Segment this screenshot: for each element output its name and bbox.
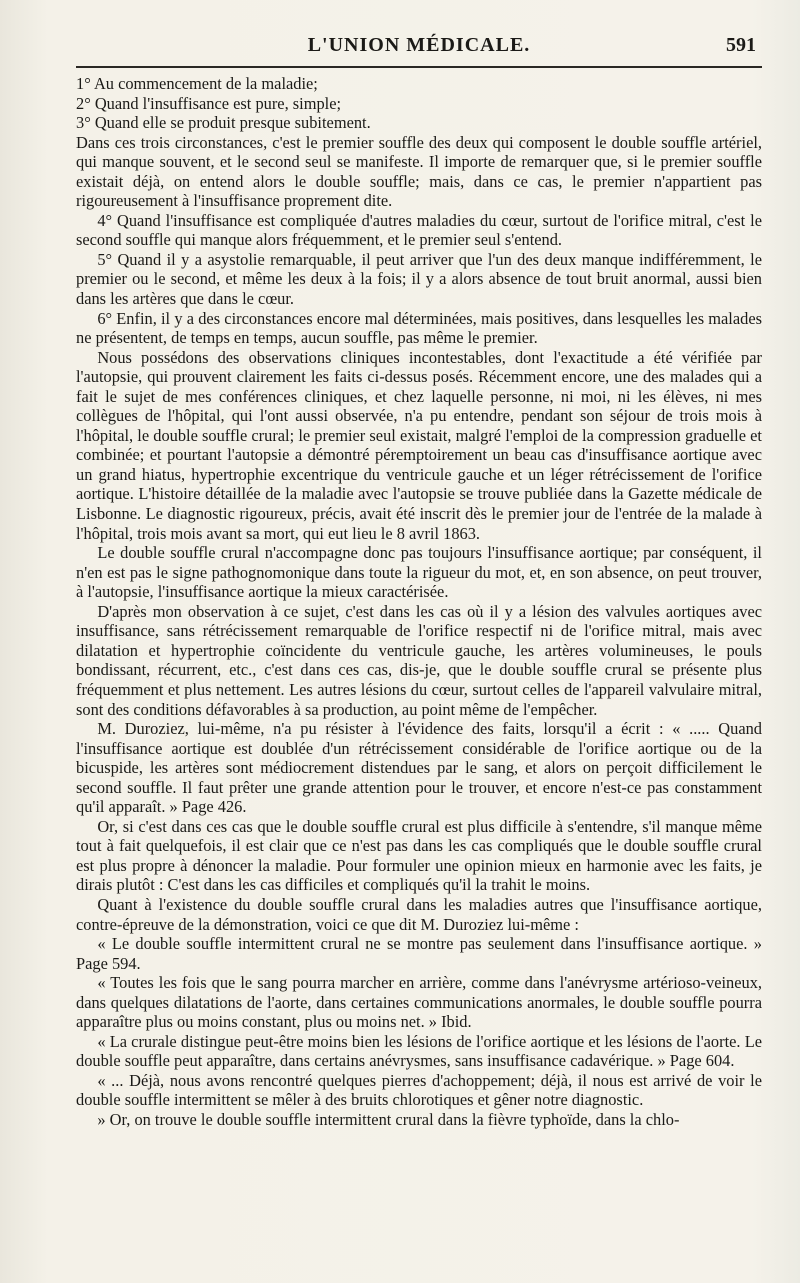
paragraph: Or, si c'est dans ces cas que le double souffle crural est plus difficile à s'entendre, s'il manque même tout à fait quelquefois, il est clair que ce n'est pas dans les cas compliqués que le double souffle crural est plus propre à dénoncer la maladie. Pour formuler une opinion mieux en harmonie avec les faits, je dirais plutôt : C'est dans les cas difficiles et compliqués qu'il la trahit le moins. xyxy=(76,816,762,895)
paragraph: « Le double souffle intermittent crural ne se montre pas seulement dans l'insuffisance aortique. » Page 594. xyxy=(76,934,762,973)
paragraph: 2° Quand l'insuffisance est pure, simple; xyxy=(76,93,342,113)
paragraph: « La crurale distingue peut-être moins bien les lésions de l'orifice aortique et les lésions de l'aorte. Le double souffle peut apparaître, dans certains anévrysmes, sans insuffisance cadavérique. » Page 604. xyxy=(76,1031,762,1071)
page-header xyxy=(76,30,762,68)
paragraph: Nous possédons des observations cliniques incontestables, dont l'exactitude a été vérifiée par l'autopsie, qui prouvent clairement les faits ci-dessus posés. Récemment encore, une des malades qui a fait le sujet de mes conférences cliniques, et chez laquelle personne, ni moi, ni les élèves, ni mes collègues de l'hôpital, qui l'ont aussi observée, n'a pu entendre, pendant son séjour de trois mois à l'hôpital, le double souffle crural; le premier seul existait, malgré l'emploi de la compression graduelle et combinée; et pourtant l'autopsie a démontré péremptoirement un beau cas d'insuffisance aortique avec un grand hiatus, hypertrophie excentrique du ventricule gauche et un léger rétrécissement de l'orifice aortique. L'histoire détaillée de la maladie avec l'autopsie se trouve publiée dans la Gazette médicale de Lisbonne. Le diagnostic rigoureux, précis, avait été inscrit dès le premier jour de l'entrée de la malade à l'hôpital, trois mois avant sa mort, qui eut lieu le 8 avril 1863. xyxy=(76,347,762,543)
paragraph: » Or, on trouve le double souffle intermittent crural dans la fièvre typhoïde, dans la chlo- xyxy=(97,1109,680,1129)
paragraph: D'après mon observation à ce sujet, c'est dans les cas où il y a lésion des valvules aortiques avec insuffisance, sans rétrécissement remarquable de l'orifice respectif ni de l'orifice mitral, mais avec dilatation et hypertrophie coïncidente du ventricule gauche, les artères volumineuses, le pouls bondissant, récurrent, etc., c'est dans ces cas, dis-je, que le double souffle crural se présente plus fréquemment et plus nettement. Les autres lésions du cœur, surtout celles de l'appareil valvulaire mitral, sont des conditions défavorables à sa production, au point même de l'empêcher. xyxy=(76,601,762,719)
body-text xyxy=(76,74,762,1130)
paragraph: « Toutes les fois que le sang pourra marcher en arrière, comme dans l'anévrysme artérioso-veineux, dans quelques dilatations de l'aorte, dans certaines communications anormales, le double souffle pourra apparaître plus ou moins constant, plus ou moins net. » Ibid. xyxy=(76,973,762,1032)
paragraph: « ... Déjà, nous avons rencontré quelques pierres d'achoppement; déjà, il nous est arrivé de voir le double souffle intermittent se mêler à des bruits chlorotiques et gêner notre diagnostic. xyxy=(76,1070,762,1110)
paragraph: Dans ces trois circonstances, c'est le premier souffle des deux qui composent le double souffle artériel, qui manque souvent, et le second seul se manifeste. Il importe de remarquer que, si le premier souffle existait déjà, on entend alors le double souffle; mais, dans ce cas, le premier n'appartient pas rigoureusement à l'insuffisance proprement dite. xyxy=(76,132,762,211)
paragraph: 4° Quand l'insuffisance est compliquée d'autres maladies du cœur, surtout de l'orifice mitral, c'est le second souffle qui manque alors fréquemment, et le premier seul s'entend. xyxy=(76,210,762,250)
paragraph: M. Duroziez, lui-même, n'a pu résister à l'évidence des faits, lorsqu'il a écrit : « ..... Quand l'insuffisance aortique est doublée d'un rétrécissement considérable de l'orifice aortique ou de la bicuspide, les artères sont médiocrement distendues par le sang, et alors on perçoit difficilement le second souffle. Il faut prêter une grande attention pour le trouver, et encore n'est-ce pas constamment qu'il apparaît. » Page 426. xyxy=(76,719,762,817)
page-number: 591 xyxy=(726,34,756,56)
paragraph: 1° Au commencement de la maladie; xyxy=(76,74,318,93)
paragraph: 5° Quand il y a asystolie remarquable, il peut arriver que l'un des deux manque indifféremment, le premier ou le second, et même les deux à la fois; il y a alors absence de tout bruit anormal, aussi bien dans les artères que dans le cœur. xyxy=(76,249,762,309)
paragraph: Quant à l'existence du double souffle crural dans les maladies autres que l'insuffisance aortique, contre-épreuve de la démonstration, voici ce que dit M. Duroziez lui-même : xyxy=(76,894,762,934)
paragraph: 3° Quand elle se produit presque subitement. xyxy=(76,113,371,133)
paragraph: Le double souffle crural n'accompagne donc pas toujours l'insuffisance aortique; par conséquent, il n'en est pas le signe pathognomonique dans toute la rigueur du mot, et, en son absence, on peut trouver, à l'autopsie, l'insuffisance aortique la mieux caractérisée. xyxy=(76,543,762,602)
running-title: L'UNION MÉDICALE. xyxy=(307,34,531,56)
paragraph: 6° Enfin, il y a des circonstances encore mal déterminées, mais positives, dans lesquelles les malades ne présentent, de temps en temps, aucun souffle, pas même le premier. xyxy=(76,308,762,348)
